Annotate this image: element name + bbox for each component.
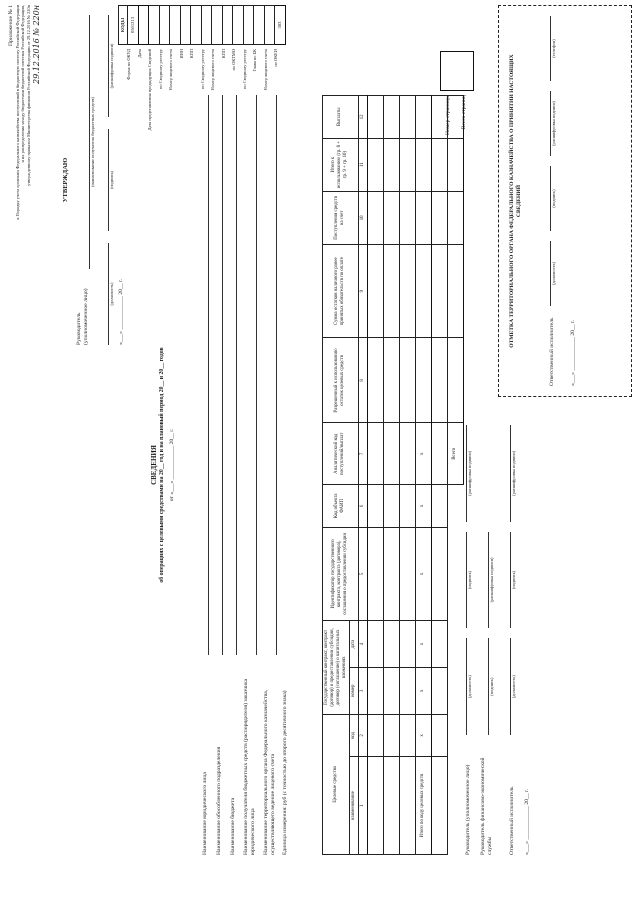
col-number: 1 [358, 757, 367, 855]
col-number: 7 [358, 423, 367, 485]
sig-date: «___» ____________ 20__ г. [524, 789, 530, 855]
cell[interactable] [367, 667, 383, 714]
cell[interactable] [367, 485, 383, 528]
treasury-decoding-label: (расшифровка подписи) [550, 101, 556, 146]
cell[interactable] [383, 714, 399, 757]
approval-signature-label: (подпись) [108, 170, 114, 190]
treasury-signature-label: (подпись) [550, 189, 556, 208]
th-receipts: Поступления средств на счет [323, 191, 359, 244]
cell[interactable] [415, 96, 431, 139]
cell[interactable] [383, 423, 399, 485]
x-mark: x [415, 527, 431, 621]
document-title: СВЕДЕНИЯ [150, 445, 158, 485]
x-mark: x [415, 667, 431, 714]
cell[interactable] [431, 338, 447, 423]
treasury-date: «___» ____________ 20__ г. [570, 320, 577, 386]
col-number: 10 [358, 191, 367, 244]
cell[interactable] [383, 667, 399, 714]
field-budget-line[interactable] [231, 95, 237, 655]
th-analytic-code: Аналитический код поступлений/выплат [323, 423, 359, 485]
appendix-line-3: утвержденному приказом Министерства финансов Российской Федерации от 29.12.2016 № 220н [25, 5, 31, 186]
cell[interactable] [399, 244, 415, 338]
x-mark: x [415, 621, 431, 668]
code-value[interactable] [191, 6, 202, 45]
cell[interactable] [367, 621, 383, 668]
col-number: 9 [358, 244, 367, 338]
field-treasury-body: Наименование территориального органа Федерального казначейства, осуществляющего ведение лицевого счета [263, 689, 277, 855]
code-label: Номер лицевого счета [168, 49, 173, 91]
col-number: 8 [358, 338, 367, 423]
cell[interactable] [383, 244, 399, 338]
approval-block [62, 15, 125, 345]
sig-finance-signature-label: (подпись) [488, 677, 494, 696]
code-value[interactable] [170, 6, 181, 45]
cell[interactable] [383, 485, 399, 528]
appendix-line-1: к Порядку учета органами Федерального казначейства поступлений в бюджетную систему Российской Федерации [14, 5, 20, 220]
cell[interactable] [447, 244, 463, 338]
treasury-executor-label: Ответственный исполнитель [549, 317, 556, 386]
cell[interactable] [431, 714, 447, 757]
handwritten-date: 29.12.2016 № 220н [32, 5, 42, 84]
sig-executor-label: Ответственный исполнитель [509, 786, 516, 855]
code-value[interactable] [233, 6, 244, 45]
th-payments: Выплаты [323, 96, 359, 139]
col-number: 3 [358, 667, 367, 714]
code-label: Дата представления предыдущих Сведений [147, 49, 152, 131]
cell[interactable] [367, 527, 383, 621]
col-number: 4 [358, 621, 367, 668]
cell[interactable] [383, 621, 399, 668]
cell[interactable] [447, 191, 463, 244]
cell[interactable] [367, 757, 383, 855]
th-target-funds: Целевые средства [323, 714, 350, 854]
field-unit: Единица измерения: руб (с точностью до второго десятичного знака) [282, 690, 289, 855]
cell[interactable] [399, 191, 415, 244]
cell[interactable] [447, 338, 463, 423]
x-mark: x [415, 714, 431, 757]
code-label: Дата [136, 49, 142, 58]
cell[interactable] [415, 191, 431, 244]
th-obligation-balance: Сумма остатков наличного ранее принятых обязательств по оплате [323, 244, 359, 338]
cell[interactable] [399, 667, 415, 714]
field-subdivision: Наименование обособленного подразделения [216, 746, 223, 855]
th-total-usage: Итого к использованию (гр. 8 + гр. 9 + гр. 10) [323, 138, 359, 191]
cell[interactable] [399, 485, 415, 528]
col-number: 2 [358, 714, 367, 757]
cell[interactable] [415, 138, 431, 191]
field-legal-entity-line[interactable] [203, 95, 209, 655]
cell[interactable] [399, 757, 415, 855]
code-label: Глава по БК [252, 49, 257, 72]
cell[interactable] [367, 244, 383, 338]
code-label: КПП [220, 49, 226, 59]
code-value[interactable] [180, 6, 191, 45]
code-value[interactable] [243, 6, 254, 45]
cell[interactable] [431, 244, 447, 338]
cell[interactable] [367, 96, 383, 139]
code-value[interactable] [159, 6, 170, 45]
code-value[interactable] [222, 6, 233, 45]
appendix-line-2: и их распределения между бюджетами бюджетной системы Российской Федерации, [20, 5, 26, 163]
document-subtitle: об операциях с целевыми средствами на 20__ год и на плановый период 20__ и 20__ годов [158, 347, 165, 583]
code-value[interactable] [264, 6, 275, 45]
x-mark: x [415, 485, 431, 528]
cell[interactable] [367, 138, 383, 191]
main-table [322, 95, 464, 855]
sig-head-signature-label: (подпись) [466, 570, 472, 590]
col-number: 12 [358, 96, 367, 139]
th-allowed-balance: Разрешенный к использованию остаток целевых средств [323, 338, 359, 423]
col-number: 11 [358, 138, 367, 191]
field-subdivision-line[interactable] [217, 95, 223, 655]
cell[interactable] [399, 423, 415, 485]
approval-decoding-label: (расшифровка подписи) [108, 43, 114, 89]
cell[interactable] [399, 96, 415, 139]
sig-head-position-label: (должность) [466, 675, 472, 699]
cell[interactable] [431, 757, 447, 855]
th-identifier: Идентификатор государственного контракта, контракта (договора), соглашения о предоставлении субсидии [323, 527, 359, 621]
field-legal-entity: Наименование юридического лица [202, 772, 209, 855]
sig-head-label: Руководитель (уполномоченное лицо) [465, 764, 472, 855]
header-fields [195, 95, 289, 855]
code-label: Номер лицевого счета [210, 49, 215, 91]
th-code: код [349, 714, 358, 757]
cell[interactable] [367, 338, 383, 423]
approval-position-label: (должность) [108, 282, 114, 306]
cell[interactable] [399, 621, 415, 668]
code-value: 0501213 [128, 6, 139, 45]
cell[interactable] [431, 667, 447, 714]
cell[interactable] [383, 338, 399, 423]
cell[interactable] [431, 485, 447, 528]
code-value[interactable] [149, 6, 160, 45]
cell[interactable] [383, 757, 399, 855]
cell[interactable] [383, 138, 399, 191]
cell[interactable] [415, 244, 431, 338]
cell[interactable] [431, 527, 447, 621]
approval-decoding-line[interactable] [102, 15, 109, 117]
approval-manager-label: Руководитель (уполномоченное лицо) [76, 288, 90, 345]
appendix-header [8, 5, 42, 345]
approval-title: УТВЕРЖДАЮ [62, 157, 69, 203]
sig-executor-position-label: (должность) [510, 675, 516, 699]
cell[interactable] [431, 621, 447, 668]
cell[interactable] [399, 338, 415, 423]
th-name: наименование [349, 757, 358, 855]
cell[interactable] [431, 423, 447, 485]
total-label: Всего [447, 423, 463, 485]
field-recipient: Наименование получателя бюджетных средств (распорядителя) заказчика юридического лица [243, 678, 257, 855]
cell[interactable] [383, 191, 399, 244]
sig-finance-label: Руководитель финансово-экономической службы [480, 757, 494, 855]
code-value[interactable] [212, 6, 223, 45]
x-mark: x [415, 423, 431, 485]
total-by-code-label: Итого по коду целевых средств [415, 757, 431, 855]
cell[interactable] [399, 714, 415, 757]
field-recipient-line[interactable] [251, 95, 257, 655]
page-number-label: Номер страницы [445, 95, 451, 135]
code-label: по Сводному реестру [241, 49, 247, 89]
code-label: Форма по ОКУД [126, 49, 131, 80]
codes-labels [118, 49, 284, 145]
cell[interactable] [399, 138, 415, 191]
codes-table [118, 5, 286, 45]
approval-position-line[interactable] [102, 243, 109, 345]
cell[interactable] [367, 191, 383, 244]
codes-header: КОДЫ [119, 6, 128, 45]
th-contract: Государственный контракт, контракт (договор) о предоставлении субсидии, договор (соглашение) о капитальных вложениях [323, 621, 350, 715]
approval-date: «___» ____________ 20__ г. [118, 279, 125, 345]
code-label: КПП [189, 49, 194, 59]
table-row [399, 96, 415, 855]
code-label: по Сводному реестру [199, 49, 205, 89]
code-label: по ОКЕИ [273, 49, 278, 67]
th-date: дата [349, 621, 358, 668]
page-counter [440, 95, 472, 175]
th-faip-code: Код объекта ФАИП [323, 485, 359, 528]
sig-finance-decoding-label: (расшифровка подписи) [488, 557, 494, 603]
code-label: ИНН [178, 49, 184, 59]
col-number: 5 [358, 527, 367, 621]
approval-signature-line[interactable] [102, 129, 109, 231]
cell[interactable] [431, 191, 447, 244]
code-value[interactable] [201, 6, 212, 45]
table-row [383, 96, 399, 855]
cell[interactable] [399, 527, 415, 621]
code-label: Номер лицевого счета [262, 49, 268, 91]
cell[interactable] [383, 96, 399, 139]
cell[interactable] [367, 423, 383, 485]
page-number-box[interactable] [440, 51, 474, 91]
code-value[interactable] [254, 6, 265, 45]
code-value: 383 [275, 6, 286, 45]
sig-head-decoding-label: (расшифровка подписи) [466, 450, 472, 496]
treasury-phone-label: (телефон) [550, 39, 556, 58]
treasury-title: ОТМЕТКА ТЕРРИТОРИАЛЬНОГО ОРГАНА ФЕДЕРАЛЬНОГО КАЗНАЧЕЙСТВА О ПРИНЯТИИ НАСТОЯЩИХ СВЕДЕНИЙ [509, 54, 522, 348]
cell[interactable] [383, 527, 399, 621]
cell[interactable] [367, 714, 383, 757]
col-number: 6 [358, 485, 367, 528]
title-block [150, 255, 176, 675]
signatures-block [456, 425, 531, 855]
appendix-title: Приложение № 1 [8, 5, 14, 46]
code-label: по Сводному реестру [157, 49, 163, 89]
total-by-code-row [415, 96, 431, 855]
field-budget: Наименование бюджета [230, 797, 237, 855]
th-number: номер [349, 667, 358, 714]
table-row [431, 96, 447, 855]
cell[interactable] [415, 338, 431, 423]
approval-org-label: (наименование получателя бюджетных средств) [90, 97, 96, 187]
code-value[interactable] [138, 6, 149, 45]
page-total-label: Всего страниц [461, 95, 467, 130]
document-date: от «___» ____________ 20__ г. [168, 428, 175, 502]
sig-executor-decoding-label: (расшифровка подписи) [510, 450, 516, 496]
field-treasury-body-line[interactable] [271, 95, 277, 655]
treasury-stamp-box [498, 5, 632, 397]
table-row [367, 96, 383, 855]
sig-executor-signature-label: (подпись) [510, 570, 516, 590]
treasury-position-label: (должность) [550, 261, 556, 286]
code-label: по ОКТМО [231, 49, 236, 71]
approval-org-line[interactable] [83, 15, 90, 269]
